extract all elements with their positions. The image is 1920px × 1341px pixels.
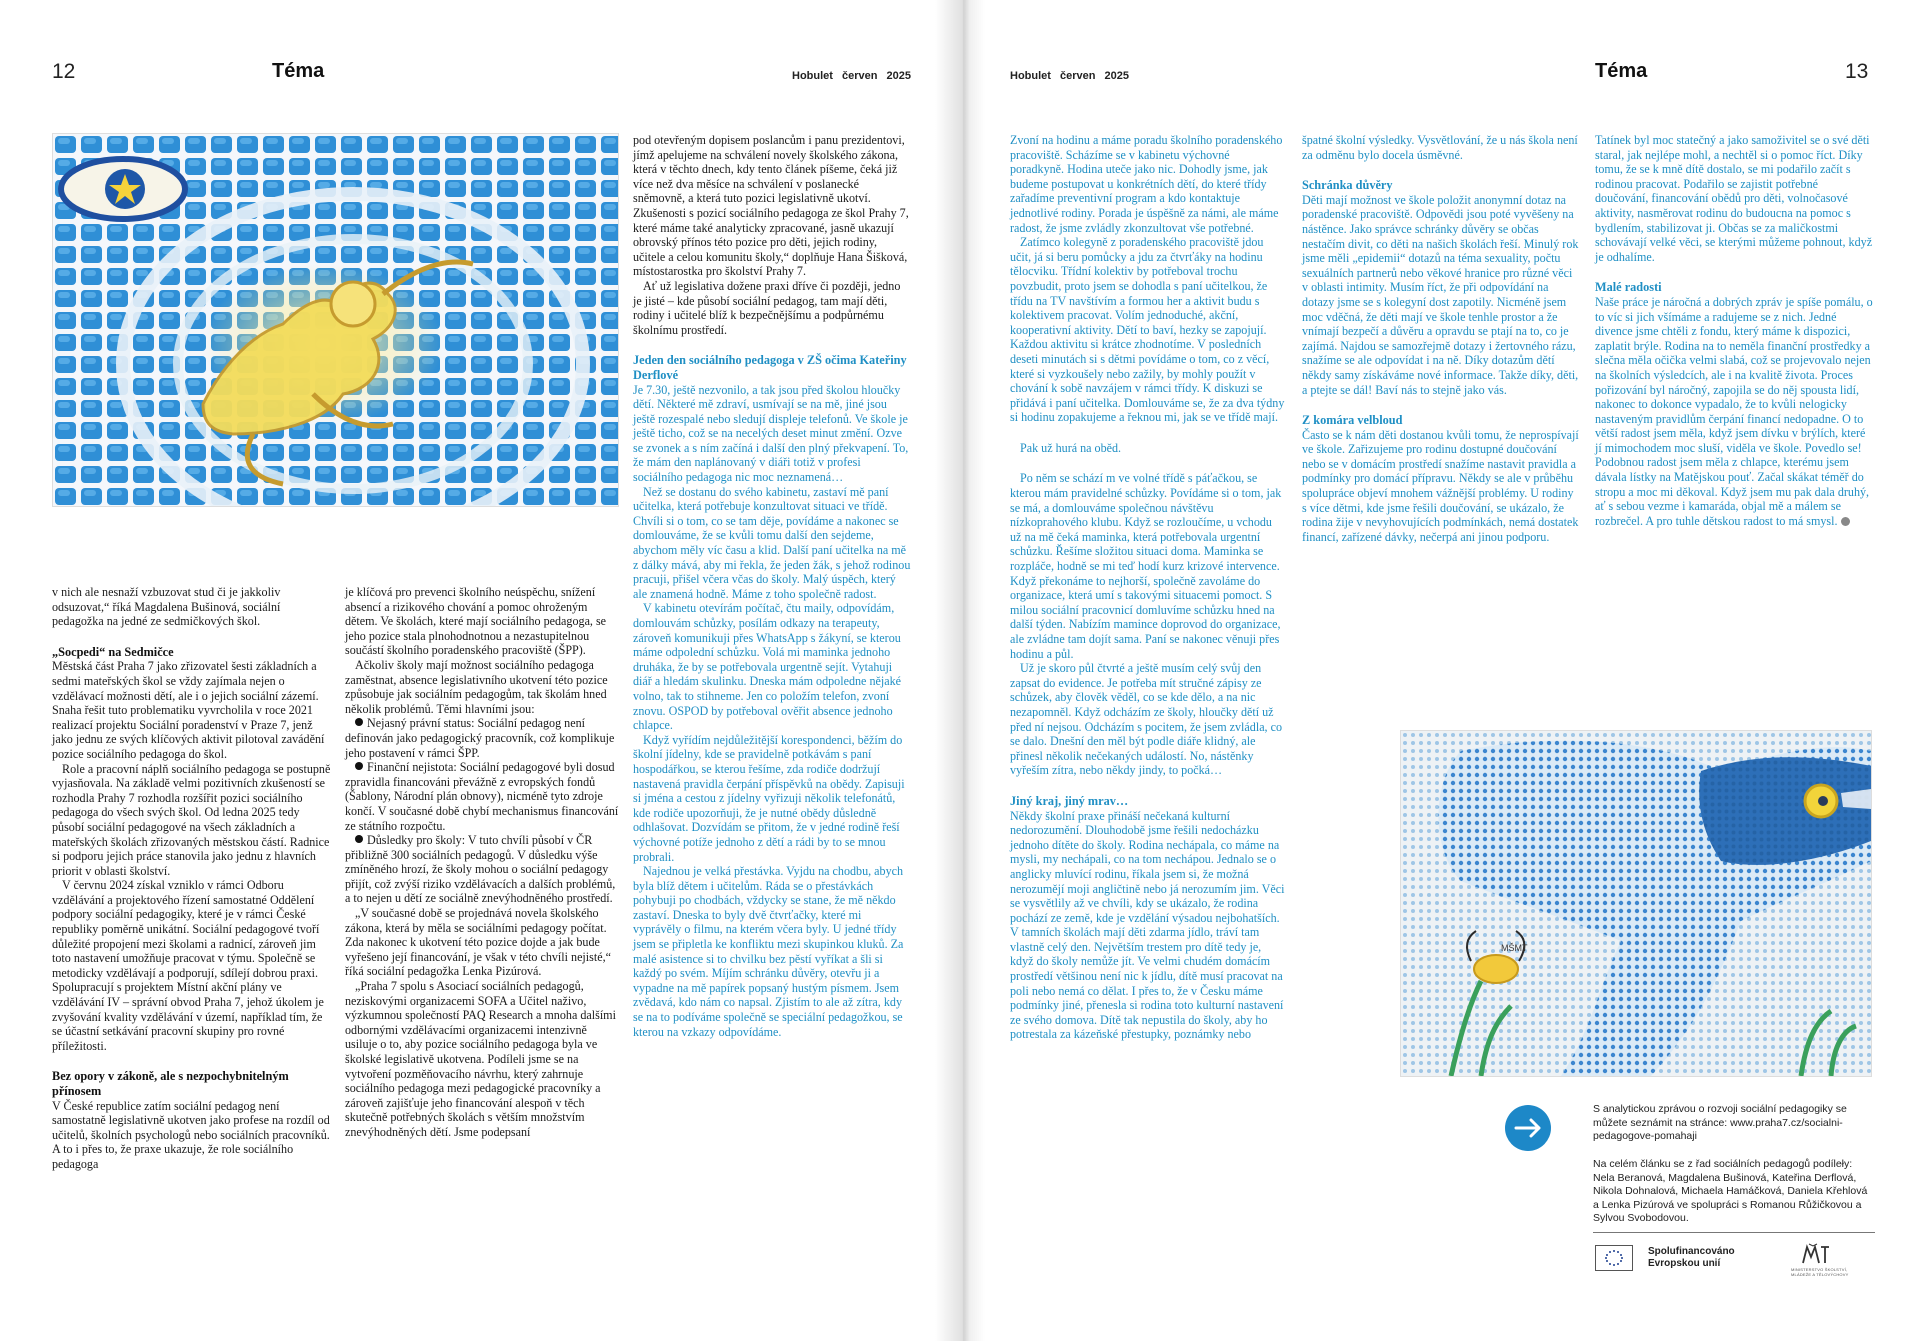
subheading: Jeden den sociálního pedagoga v ZŠ očima Kateřiny Derflové (633, 353, 907, 382)
bullet-icon (355, 762, 363, 770)
paragraph: Pak už hurá na oběd. (1020, 440, 1122, 455)
paragraph: „Praha 7 spolu s Asociací sociálních pedagogů, neziskovými organizacemi SOFA a Učitel naživo, výzkumnou společností PAQ Research a mnoha dalšími odbornými vzdělávacími organizacemi intenzivně usiluje o to, aby pozice sociálního pedagoga byla ve školské legislativě ukotvena. Podíleli jsme se na vytvoření pozměňovacího návrhu, který zahrnuje sociálního pedagoga mezi pedagogické pracovníky a zároveň zajišťuje jeho financování alespoň v těch skutečně potřebných školách s větším množstvím znevýhodněných dětí. Jsme podepsaní (345, 979, 616, 1139)
info-contributors: Na celém článku se z řad sociálních pedagogů podíleły: Nela Beranová, Magdalena Bušinová, Kateřina Derflová, Nikola Dohnalová, Michaela Hamáčková, Daniela Křehlová a Lenka Pizúrová ve spolupráci s Romanou Růžičkovou a Sylvou Svobodovou. (1593, 1158, 1868, 1224)
page-number-left: 12 (52, 60, 76, 83)
header-meta-right (1010, 70, 1129, 82)
paragraph: špatné školní výsledky. Vysvětlování, že u nás škola není za odměnu bylo docela úsměvné. (1302, 133, 1578, 162)
paragraph: Často se k nám děti dostanou kvůli tomu, že neprospívají ve škole. Zařizujeme pro rodinu dostupné doučování nebo se v domácím prostředí snažíme nastavit pravidla a podmínky pro domácí přípravu. Někdy se ale v průběhu spolupráce objeví mnohem vážnější problémy. U rodiny s více dětmi, kde jsme řešili doučování, se ukázalo, že rodina žije v nevyhovujících podmínkách, nemá dostatek financí, zařízené dávky, nečerpá ani jinou podporu. (1302, 427, 1579, 544)
paragraph: Ať už legislativa dožene praxi dříve či později, jedno je jisté – kde působí sociální pedagog, tam mají děti, rodiny i učitelé blíž k bezpečnějšímu a podpůrnému školnímu prostředí. (633, 278, 901, 337)
subheading: Jiný kraj, jiný mrav… (1010, 793, 1129, 808)
subheading: „Socpedi“ na Sedmičce (52, 644, 174, 659)
bullet-item: Důsledky pro školy: V tuto chvíli působí v ČR přibližně 300 sociálních pedagogů. V důsledku výše zmíněného hrozí, že školy mohou o sociální pedagogy přijít, což zvýší riziko vzdělávacích a dalších problémů, a to nejen u dětí ze sociálně znevýhodněného prostředí. (345, 833, 616, 906)
paragraph: Když vyřídím nejdůležitější korespondenci, běžím do školní jídelny, kde se pravidelně potkávám s paní hospodářkou, se kterou řešíme, zda rodiče dodržují nastavená pravidla čerpání příspěvků na obědy. Zapisuji si jména a cestou z jídelny vyřizuji několik telefonátů, kde rodiče upozorňuji, že je nutné obědy důsledně odhlašovat. Dozvídám se přitom, že v jedné rodině řeší výchovné potíže jednoho z dětí a rádi by to se mnou probrali. (633, 732, 905, 864)
mosaic-artwork (53, 134, 618, 506)
child-drawing-mosaic (52, 133, 619, 507)
info-link-text: S analytickou zprávou o rozvoji sociální pedagogiky se můžete seznámit na stránce: www.praha7.cz/socialni-pedagogove-pomahaji (1593, 1103, 1847, 1142)
right-page (963, 0, 1920, 1341)
paragraph: Už je skoro půl čtvrté a ještě musím celý svůj den zapsat do evidence. Je potřeba mít stručné zápisy ze schůzek, aby člověk věděl, co se kde dělo, a na nic nezapomněl. Když odcházím ze školy, hloučky dětí už před ní nejsou. Odcházím s pocitem, že jsem zvládla, co se dalo. Dnešní den měl být podle diáře klidný, ale přinesl několik nečekaných událostí. No, nástěnky vyřeším zítra, nebo někdy jindy, to počká… (1010, 661, 1283, 778)
paragraph: Po něm se schází m ve volné třídě s páťačkou, se kterou mám pravidelné schůzky. Povídáme si o tom, jak se má, a domlouváme společnou návštěvu nízkoprahového klubu. Když se rozloučíme, u vchodu už na mě čeká maminka, která potřebovala urgentní schůzku. Řešíme složitou situaci doma. Maminka se rozpláče, hodně se mi teď hodí kurz krizové intervence. Když překonáme to nejhorší, společně zavoláme do organizace, která umí s takovými situacemi pomoct. S milou sociální pracovnicí domluvíme schůzku hned na další týden. Nabízím mamince doprovod do organizace, ale zvládne tam dojít sama. Paní se nakonec věnuji přes hodinu a půl. (1010, 471, 1282, 661)
paragraph: Zvoní na hodinu a máme poradu školního poradenského pracoviště. Scházíme se v kabinetu výchovné poradkyně. Hodina uteče jako nic. Dohodly jsme, jak budeme postupovat u konkrétních dětí, do které třídy zařadíme preventivní program a kdo kontaktuje jednotlivé rodiny. Porada je úspěšně za námi, ale máme radost, že jsme zvládly zkonzultovat vše potřebné. (1010, 133, 1283, 235)
paragraph: Zatímco kolegyně z poradenského pracoviště jdou učit, já si beru pomůcky a jdu za čtvrťáky na hodinu tělocviku. Třídní kolektiv by potřeboval trochu povzbudit, proto jsem se dohodla s paní učitelkou, že třídu na TV navštívím a formou her a aktivit budu s kolektivem pracovat. Volím jednoduché, akční, kooperativní aktivity. Dětí to baví, hezky se zapojují. Každou aktivitu si krátce zhodnotíme. V posledních deseti minutách si s dětmi povídáme o tom, co z věcí, které si vyzkoušely nebo zažily, by mohly použít v chování k sobě navzájem v rámci třídy. K diskuzi se přidává i paní učitelka. Domlouváme se, že za dva týdny si hodinu zopakujeme a řeknou mi, jak se ve třídě mají. (1010, 235, 1285, 425)
paragraph: V kabinetu otevírám počítač, čtu maily, odpovídám, domlouvám schůzky, posílám odkazy na terapeuty, zároveň komunikuji přes WhatsApp s žákyní, se kterou máme odpolední schůzku. Volá mi maminka jednoho druháka, že by se potřebovala urgentně sejít. Vytahuji diář a hledám skulinku. Dneska mám odpoledne nějaké volno, tak to stihneme. Jen co položím telefon, zvoní znovu. OSPOD by potřeboval ověřit absence jednoho chlapce. (633, 601, 901, 733)
paragraph: Je 7.30, ještě nezvonilo, a tak jsou před školou hloučky dětí. Některé mě zdraví, usmívají se na mě, jiné jsou ještě rozespalé nebo sledují displeje telefonů. Ve škole je ještě ticho, což se na necelých deset minut změní. Ozve se zvonek a s ním začíná i další den plný překvapení. To, že mám den naplánovaný v diáři totiž v profesi sociálního pedagoga nic moc neznamená… (633, 382, 909, 485)
divider (1593, 1232, 1875, 1233)
subheading: Schránka důvěry (1302, 178, 1393, 193)
paragraph: Tatínek byl moc statečný a jako samoživitel se o své děti staral, jak nejlépe mohl, a nechtěl si o pomoc říct. Díky tomu, že se k mně dítě dostalo, se mi podařilo začít s rodinou pracovat. Podařilo se zajistit potřebné doučování, financování obědů pro děti, volnočasové aktivity, nasměrovat rodinu do budoucna na pomoc s bydlením, stabilizovat ji. Občas se za maličkostmi schovávají velké věci, se kterými můžeme pohnout, když je odhalíme. (1595, 133, 1873, 264)
paragraph: Najednou je velká přestávka. Vyjdu na chodbu, abych byla blíž dětem i učitelům. Ráda se o přestávkách pohybuji po chodbách, vždycky se stane, že mě někdo zastaví. Dneska to byly dvě čtvrťačky, které mi vyprávěly o filmu, na kterém včera byly. U jedné třídy jsem se připletla ke konfliktu mezi skupinkou kluků. Za malé asistence si to chvilku bez pěstí vyříkat a šli si každý po svém. Míjím schránku důvěry, otevřu ji a vypadne na mě papírek popsaný hustým písmem. Jsem zvědavá, kdo nám co napsal. Zjistím to ale až zítra, kdy se na to podíváme společně se speciální pedagožkou, se kterou na vzkazy odpovídáme. (633, 864, 904, 1039)
article-column-3 (633, 133, 911, 1039)
issue-date: červen 2025 (842, 70, 912, 82)
paragraph: Děti mají možnost ve škole položit anonymní dotaz na poradenské pracoviště. Odpovědi jsou poté vyvěšeny na nástěnce. Jako správce schránky důvěry se občas nestačím divit, co děti na našich školách řeší. Minulý rok jsme měli „epidemii“ dotazů na téma sexuality, počtu sexuálních partnerů nebo věkové hranice pro různé věci v oblasti intimity. Musím říct, že při odpovídání na dotazy jsme se s kolegyní dost zapotily. Nicméně jsem moc vděčná, že děti mají ve škole tenhle prostor a že vnímají bezpečí a důvěru a opravdu se ptají na to, co je zajímá. Najdou se samozřejmě dotazy i žertovného rázu, snažíme se ale odpovídat i na ně. Díky dotazům dětí někdy samy získáváme nové informace. Takže díky, děti, a ptejte se dál! Baví nás to stejně jako vás. (1302, 192, 1579, 397)
subheading: Bez opory v zákoně, ale s nezpochybnitelným přínosem (52, 1069, 289, 1098)
msmt-logo-icon (1801, 1243, 1831, 1265)
msmt-subtitle: MINISTERSTVO ŠKOLSTVÍ, MLÁDEŽE A TĚLOVÝCHOVY (1791, 1267, 1849, 1277)
article-column-4 (1010, 133, 1286, 1042)
paragraph: Někdy školní praxe přináší nečekaná kulturní nedorozumění. Dlouhodobě jsme řešili nedocházku jednoho dítěte do školy. Rodina nechápala, co máme na mysli, my nechápali, co na tom nechápou. Jednalo se o anglicky mluvící rodinu, říkala jsem si, že možná nerozumějí moji angličtině nebo já nerozumím jim. Věci se vysvětlily až ve chvíli, kdy se ukázalo, že rodina pochází ze země, kde je vzdělání výsadou nejbohatších. V tamních školách mají děti zdarma jídlo, tráví tam vlastně celý den. Největším trestem pro dítě tedy je, když do školy nemůže jít. Ve velmi chudém domácím prostředí většinou není nic k jídlu, dítě musí pracovat na poli nebo nemá co dělat. I přes to, že v Česku máme podmínky jiné, přenesla si rodina toto kulturní nastavení ze svého domova. Dítě tak nepustila do školy, aby ho potrestala za kázeňské přestupky, poznámky nebo (1010, 808, 1285, 1042)
end-mark-icon (1841, 517, 1850, 526)
paragraph: Naše práce je náročná a dobrých zpráv je spíše pomálu, o to víc si jich všímáme a radujeme se z nich. Jedné divence jsme chtěli z fondu, který máme k dispozici, zaplatit brýle. Rodina na to neměla finanční prostředky a slečna měla očička velmi slabá, což se projevovalo nejen na školních výsledcích, ale i na kvalitě života. Proces pořizování byl náročný, zapojila se do něj spousta lidí, nakonec to dokonce vypadalo, že to kvůli nelogicky nastaveným pravidlům čerpání financí nedopadne. O to větší radost jsem měla, když jsem dívku v brýlích, které jí mimochodem moc sluší, viděla ve škole. Povedlo se! Podobnou radost jsem měla z chlapce, kterému jsem dávala lístky na Matějskou pouť. Začal skákat téměř do stropu a moc mi děkoval. Když jsem mu pak dala druhý, ať s sebou vezme i kamaráda, objal mě a málem se rozbrečel. A pro tuhle dětskou radost to má smysl. (1595, 294, 1873, 528)
subheading: Malé radosti (1595, 280, 1662, 295)
article-column-2 (345, 585, 620, 1140)
paragraph: Ačkoliv školy mají možnost sociálního pedagoga zaměstnat, absence legislativního ukotvení této pozice způsobuje jak sociálním pedagogům, tak školám hned několik problémů. Těmi hlavními jsou: (345, 657, 608, 716)
article-column-6 (1595, 133, 1873, 528)
paragraph: Než se dostanu do svého kabinetu, zastaví mě paní učitelka, která potřebuje konzultovat situaci ve třídě. Chvíli si o tom, co se tam děje, povídáme a nakonec se domlouváme, že se kvůli tomu další den sejdeme, abychom měly víc času a klid. Další paní učitelka na mě z dálky mává, aby mi řekla, že jeden žák, s jehož rodinou pracuji, přišel včera včas do školy. Malý úspěch, který ale znamená hodně. Máme z toho společně radost. (633, 484, 911, 601)
bird-artwork (1401, 731, 1871, 1076)
section-title-right: Téma (1595, 60, 1648, 82)
paragraph: Role a pracovní náplň sociálního pedagoga se postupně vyjasňovala. Na základě velmi pozitivních zkušeností se rozhodla Prahy 7 rozhodla rozšířit pozici sociálního pedagoga do všech svých škol. Od ledna 2025 tedy působí sociální pedagogové na všech základních a mateřských školách zřizovaných městskou částí. Radnice si podporu jejich práce stanovila jako jednu z hlavních priorit v oblasti školství. (52, 761, 331, 878)
bullet-item: Nejasný právní status: Sociální pedagog není definován jako pedagogický pracovník, což komplikuje jeho postavení v rámci ŠPP. (345, 716, 615, 760)
msmt-logo: MŠMT (1801, 1243, 1831, 1267)
child-drawing-bird (1400, 730, 1872, 1077)
eu-cofinanced-label: Spolufinancováno Evropskou unií (1648, 1246, 1735, 1269)
paragraph: V červnu 2024 získal vzniklo v rámci Odboru vzdělávání a projektového řízení samostatné Oddělení podpory sociální pedagogiky, které je v rámci České republiky poměrně unikátní. Sociální pedagogové tvoří důležité propojení mezi školami a radnicí, zároveň jim toto nastavení umožňuje pracovat v týmu. Společně se metodicky vzdělávají a podporují, sdílejí dobrou praxi. Spolupracují s projektem Místní akční plány ve vzdělávání IV – správní obvod Praha 7, jehož úkolem je zvyšování kvality vzdělávání v území, například tím, že se účastní setkávání pracovní skupiny pro rovné příležitosti. (52, 878, 324, 1053)
paragraph: je klíčová pro prevenci školního neúspěchu, snížení absencí a rizikového chování a pomoc ohroženým dětem. Ve školách, které mají sociálního pedagoga, se jeho pozice stala plnohodnotnou a nezastupitelnou součástí školního poradenského pracoviště (ŠPP). (345, 585, 607, 658)
subheading: Z komára velbloud (1302, 413, 1403, 428)
bullet-item: Finanční nejistota: Sociální pedagogové byli dosud zpravidla financováni převážně z evropských fondů (Šablony, Národní plán obnovy), nicméně tyto zdroje končí. V současné době chybí mechanismus financování ze státního rozpočtu. (345, 760, 619, 833)
paragraph: V České republice zatím sociální pedagog není samostatně legislativně ukotven jako profese na rozdíl od učitelů, školních psychologů nebo sociálních pracovníků. A to i přes to, že praxe ukazuje, že role sociálního pedagoga (52, 1098, 330, 1171)
bullet-icon (355, 835, 363, 843)
article-column-5 (1302, 133, 1580, 544)
eu-stars-icon (1596, 1246, 1632, 1270)
page-number-right: 13 (1845, 60, 1869, 83)
paragraph: v nich ale nesnaží vzbuzovat stud či je jakkoliv odsuzovat,“ říká Magdalena Bušinová, sociální pedagožka na jedné ze sedmičkových škol. (52, 585, 281, 629)
article-column-1 (52, 585, 332, 1172)
magazine-name: Hobulet (792, 70, 833, 82)
eu-flag-icon (1595, 1245, 1633, 1271)
paragraph: Městská část Praha 7 jako zřizovatel šesti základních a sedmi mateřských škol se vždy zajímala nejen o vzdělávací možnosti dětí, ale i o jejich sociální zázemí. Snaha řešit tuto problematiku vyvrcholila v roce 2021 realizací projektu Sociální poradenství v Praze 7, jenž jako jednu ze svých klíčových aktivit pilotoval zavádění pozice sociálního pedagoga do škol. (52, 659, 325, 761)
arrow-right-icon (1505, 1105, 1551, 1151)
issue-date: červen 2025 (1060, 70, 1130, 82)
link-arrow-button[interactable] (1505, 1105, 1551, 1151)
magazine-name: Hobulet (1010, 70, 1051, 82)
header-meta-left (792, 70, 911, 82)
bullet-icon (355, 718, 363, 726)
section-title-left: Téma (272, 60, 325, 82)
paragraph: pod otevřeným dopisem poslancům i panu prezidentovi, jímž apelujeme na schválení novely školského zákona, která v těchto dnech, kdy tento článek píšeme, čeká již více než dva měsíce na schválení v poslanecké sněmovně, a která tuto pozici legislativně ukotví. Zkušenosti s pozicí sociálního pedagoga ze škol Prahy 7, které máme také analyticky zpracované, jasně ukazují obrovský přínos této pozice pro děti, jejich rodiny, učitele a celou komunitu školy,“ doplňuje Hana Šišková, místostarostka pro školství Prahy 7. (633, 133, 909, 279)
paragraph: „V současné době se projednává novela školského zákona, která by měla se sociálními pedagogy počítat. Zda nakonec k ukotvení této pozice dojde a jak bude vyřešeno její financování, je však v této chvíli nejisté,“ říká sociální pedagožka Lenka Pizúrová. (345, 906, 611, 979)
